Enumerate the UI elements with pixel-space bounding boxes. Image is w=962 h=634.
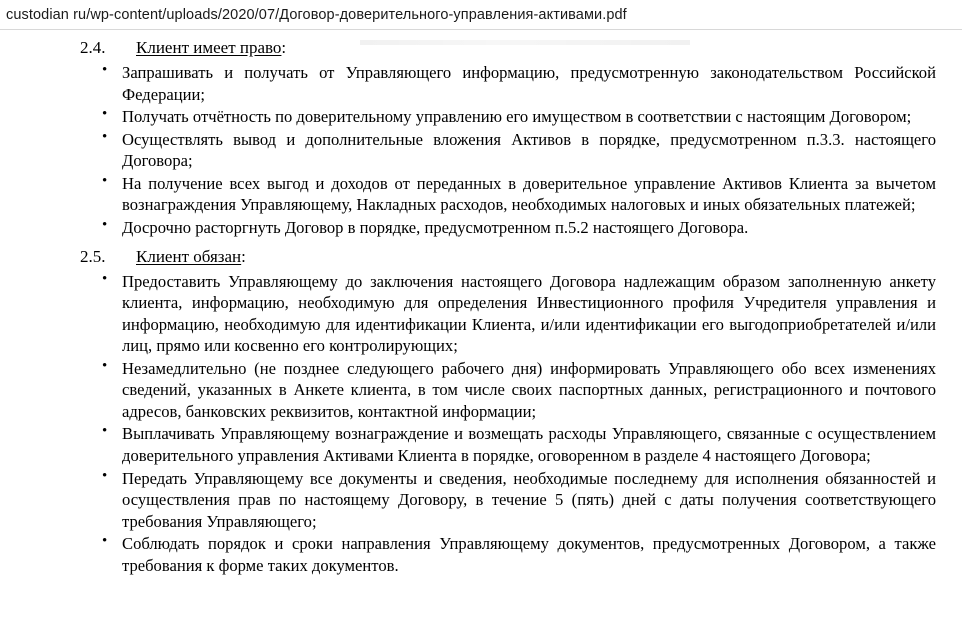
list-item: • Незамедлительно (не позднее следующего рабочего дня) информировать Управляющего обо всех изменениях сведений, указанных в Анкете клиента, в том числе своих паспортных данных, регистрационного и почтового адресов, банковских реквизитов, контактной информации; — [16, 358, 946, 423]
list-item: • Передать Управляющему все документы и сведения, необходимые последнему для исполнения обязанностей и осуществления прав по настоящему Договору, в течение 5 (пять) дней с даты получения соответствующего требования Управляющего; — [16, 468, 946, 533]
list-item: • Досрочно расторгнуть Договор в порядке, предусмотренном п.5.2 настоящего Договора. — [16, 217, 946, 239]
clause-2-5-list — [16, 271, 946, 577]
pdf-page — [0, 38, 962, 634]
url-text: custodian ru/wp-content/uploads/2020/07/Договор-доверительного-управления-активами.pdf — [6, 6, 627, 23]
page-artifact — [360, 40, 690, 45]
clause-number: 2.4. — [80, 38, 106, 57]
clause-number: 2.5. — [80, 246, 106, 266]
clause-title-suffix: : — [281, 38, 287, 57]
list-item: • Предоставить Управляющему до заключения настоящего Договора надлежащим образом заполненную анкету клиента, информацию, необходимую для определения Инвестиционного профиля Учредителя управления и информацию, необходимую для идентификации Клиента, и/или идентификации его выгодоприобретателей и/или лиц, прямо или косвенно его контролирующих; — [16, 271, 946, 357]
list-item: • Получать отчётность по доверительному управлению его имуществом в соответствии с настоящим Договором; — [16, 106, 946, 128]
clause-title: Клиент обязан — [136, 246, 242, 266]
list-item: • На получение всех выгод и доходов от переданных в доверительное управление Активов Клиента за вычетом вознаграждения Управляющему, Накладных расходов, необходимых налоговых и иных обязательных платежей; — [16, 173, 946, 216]
clause-title: Клиент имеет право — [136, 38, 282, 57]
browser-url-bar[interactable] — [0, 0, 962, 30]
clause-heading-2-5 — [16, 247, 946, 267]
list-item: • Запрашивать и получать от Управляющего информацию, предусмотренную законодательством Российской Федерации; — [16, 62, 946, 105]
clause-2-4-list — [16, 62, 946, 239]
clause-title-suffix: : — [241, 246, 246, 266]
list-item: • Соблюдать порядок и сроки направления Управляющему документов, предусмотренных Договором, а также требования к форме таких документов. — [16, 533, 946, 576]
list-item: • Осуществлять вывод и дополнительные вложения Активов в порядке, предусмотренном п.3.3. настоящего Договора; — [16, 129, 946, 172]
list-item: • Выплачивать Управляющему вознаграждение и возмещать расходы Управляющего, связанные с осуществлением доверительного управления Активами Клиента в порядке, оговоренном в разделе 4 настоящего Договора; — [16, 423, 946, 466]
